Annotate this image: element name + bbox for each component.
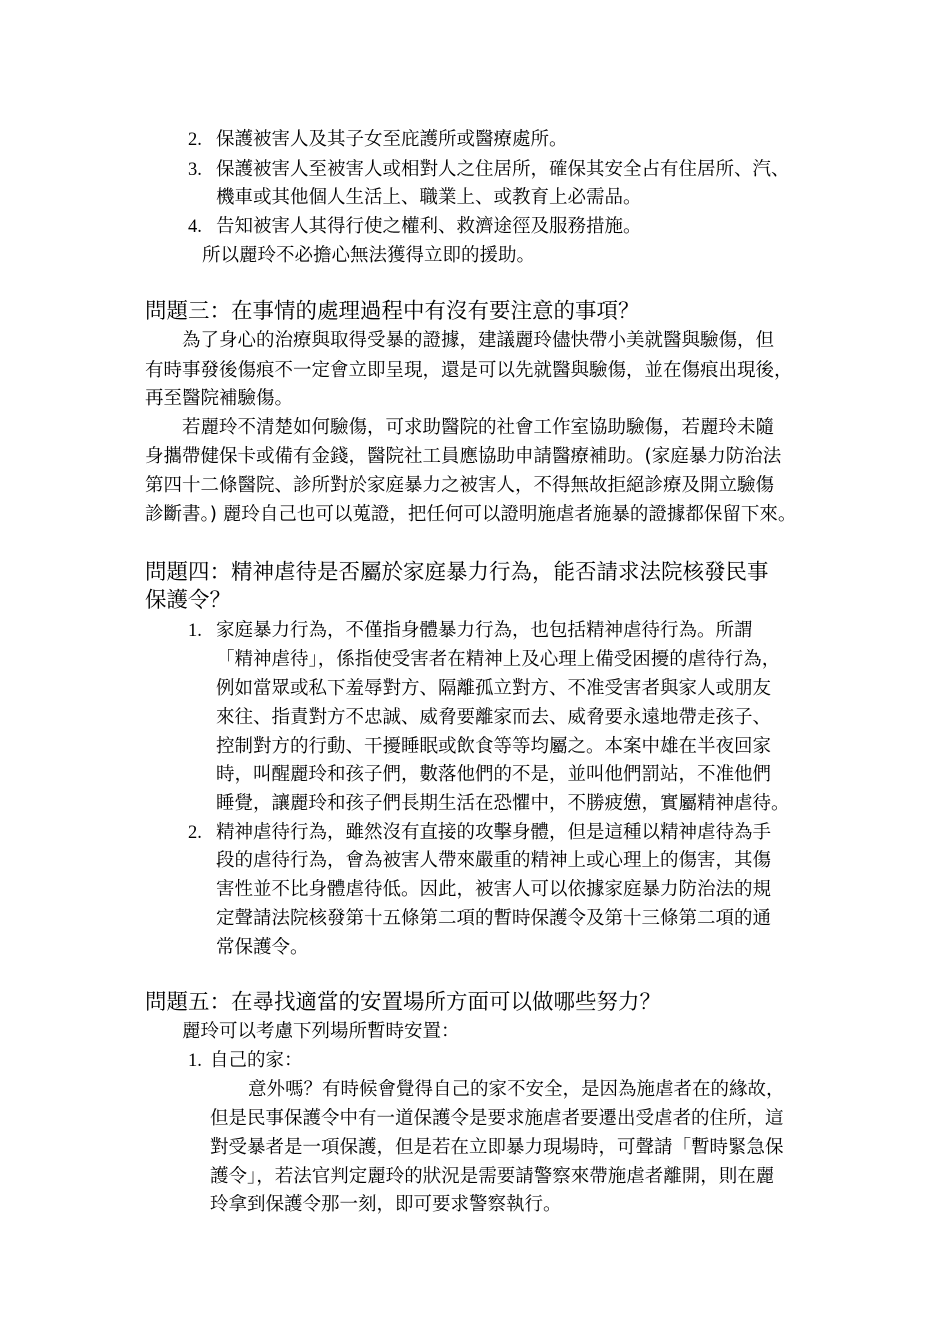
list-item-line: 家庭暴力行為，不僅指身體暴力行為，也包括精神虐待行為。所謂 — [216, 620, 753, 641]
paragraph-line: 對受暴者是一項保護，但是若在立即暴力現場時，可聲請「暫時緊急保 — [210, 1137, 784, 1158]
list-item-label: 自己的家： — [210, 1050, 303, 1071]
list-number: 3. — [188, 160, 202, 180]
list-item-line: 段的虐待行為，會為被害人帶來嚴重的精神上或心理上的傷害，其傷 — [216, 850, 772, 871]
list-item-line: 精神虐待行為，雖然沒有直接的攻擊身體，但是這種以精神虐待為手 — [216, 822, 772, 843]
list-item-line: 機車或其他個人生活上、職業上、或教育上必需品。 — [216, 187, 642, 208]
list-number: 4. — [188, 217, 202, 237]
list-item-line: 害性並不比身體虐待低。因此，被害人可以依據家庭暴力防治法的規 — [216, 879, 772, 900]
list-item-line: 保護被害人至被害人或相對人之住居所，確保其安全占有住居所、汽、 — [216, 159, 790, 180]
paragraph-line: 若麗玲不清楚如何驗傷，可求助醫院的社會工作室協助驗傷，若麗玲未隨 — [182, 417, 775, 438]
list-item-line: 控制對方的行動、干擾睡眠或飲食等等均屬之。本案中雄在半夜回家 — [216, 736, 772, 757]
list-number: 1. — [188, 1051, 202, 1071]
paragraph-line: 診斷書。) 麗玲自己也可以蒐證，把任何可以證明施虐者施暴的證據都保留下來。 — [145, 504, 797, 525]
list-item-line: 例如當眾或私下羞辱對方、隔離孤立對方、不准受害者與家人或朋友 — [216, 678, 772, 699]
list-number: 2. — [188, 823, 202, 843]
list-item-line: 常保護令。 — [216, 937, 309, 958]
paragraph-line: 有時事發後傷痕不一定會立即呈現，還是可以先就醫與驗傷，並在傷痕出現後， — [145, 360, 793, 381]
paragraph-line: 玲拿到保護令那一刻，即可要求警察執行。 — [210, 1194, 562, 1215]
paragraph-line: 意外嗎？有時候會覺得自己的家不安全，是因為施虐者在的緣故， — [248, 1079, 785, 1100]
conclusion-text: 所以麗玲不必擔心無法獲得立即的援助。 — [202, 245, 536, 266]
section-heading-q3: 問題三：在事情的處理過程中有沒有要注意的事項？ — [145, 299, 640, 324]
paragraph-line: 為了身心的治療與取得受暴的證據，建議麗玲儘快帶小美就醫與驗傷，但 — [182, 330, 775, 351]
paragraph-line: 再至醫院補驗傷。 — [145, 388, 294, 409]
section-heading-q4-cont: 保護令？ — [145, 588, 232, 613]
section-heading-q5: 問題五：在尋找適當的安置場所方面可以做哪些努力？ — [145, 990, 662, 1015]
paragraph-line: 身攜帶健保卡或備有金錢，醫院社工員應協助申請醫療補助。(家庭暴力防治法 — [145, 446, 782, 467]
paragraph-line: 護令」，若法官判定麗玲的狀況是需要請警察來帶施虐者離開，則在麗 — [210, 1166, 775, 1187]
list-item-line: 來往、指責對方不忠誠、威脅要離家而去、威脅要永遠地帶走孩子、 — [216, 707, 772, 728]
list-item-line: 「精神虐待」，係指使受害者在精神上及心理上備受困擾的虐待行為， — [216, 649, 781, 670]
paragraph-line: 第四十二條醫院、診所對於家庭暴力之被害人，不得無故拒絕診療及開立驗傷 — [145, 475, 775, 496]
paragraph-line: 但是民事保護令中有一道保護令是要求施虐者要遷出受虐者的住所，這 — [210, 1108, 784, 1129]
list-number: 2. — [188, 130, 202, 150]
section-intro: 麗玲可以考慮下列場所暫時安置： — [182, 1021, 460, 1042]
list-number: 1. — [188, 621, 202, 641]
list-item-line: 保護被害人及其子女至庇護所或醫療處所。 — [216, 129, 568, 150]
section-heading-q4: 問題四：精神虐待是否屬於家庭暴力行為，能否請求法院核發民事 — [145, 560, 769, 585]
list-item-line: 定聲請法院核發第十五條第二項的暫時保護令及第十三條第二項的通 — [216, 908, 772, 929]
list-item-line: 時，叫醒麗玲和孩子們，數落他們的不是，並叫他們罰站，不准他們 — [216, 764, 772, 785]
list-item-line: 告知被害人其得行使之權利、救濟途徑及服務措施。 — [216, 216, 642, 237]
list-item-line: 睡覺，讓麗玲和孩子們長期生活在恐懼中，不勝疲憊，實屬精神虐待。 — [216, 793, 790, 814]
